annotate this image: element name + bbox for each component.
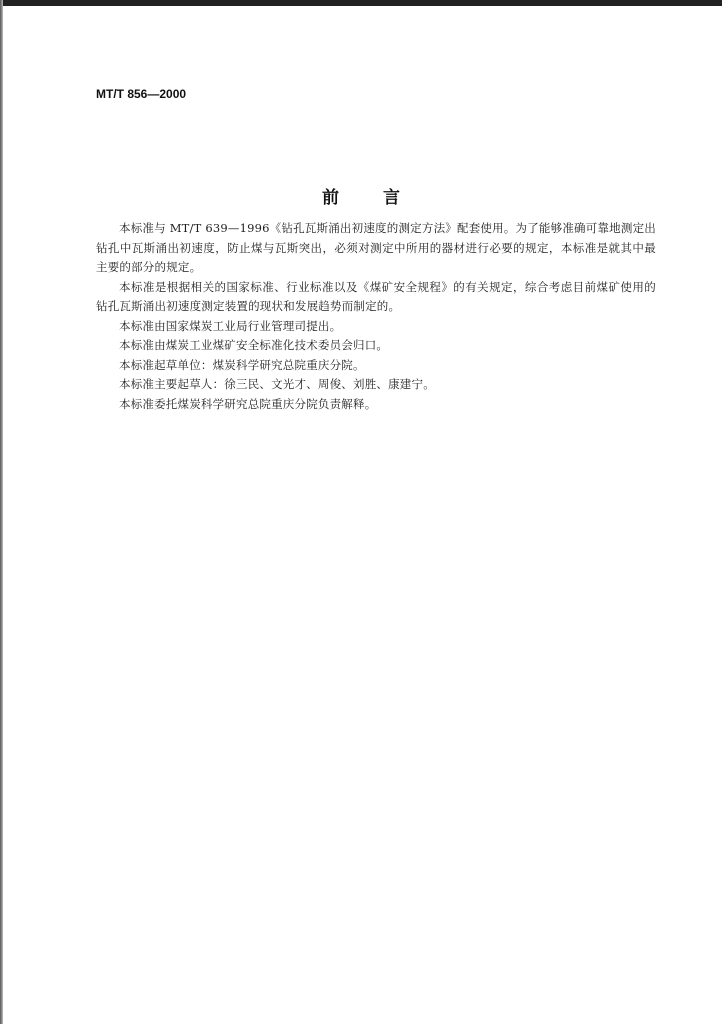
scan-left-edge	[0, 0, 3, 1024]
paragraph: 本标准起草单位：煤炭科学研究总院重庆分院。	[119, 357, 365, 372]
body-text	[96, 219, 656, 414]
paragraph: 本标准是根据相关的国家标准、行业标准以及《煤矿安全规程》的有关规定，综合考虑目前煤矿使用的钻孔瓦斯涌出初速度测定装置的现状和发展趋势而制定的。	[96, 279, 656, 313]
paragraph: 本标准由煤炭工业煤矿安全标准化技术委员会归口。	[119, 338, 389, 352]
section-title: 前言	[322, 188, 444, 208]
document-code: MT/T 856—2000	[96, 87, 187, 101]
paragraph: 本标准与 MT/T 639—1996《钻孔瓦斯涌出初速度的测定方法》配套使用。为了能够准确可靠地测定出钻孔中瓦斯涌出初速度，防止煤与瓦斯突出，必须对测定中所用的器材进行必要的规定，本标准是就其中最主要的部分的规定。	[96, 221, 656, 274]
paragraph: 本标准委托煤炭科学研究总院重庆分院负责解释。	[119, 396, 377, 411]
paragraph: 本标准主要起草人：徐三民、文光才、周俊、刘胜、康建宁。	[119, 377, 435, 391]
scan-top-edge	[0, 0, 722, 6]
paragraph: 本标准由国家煤炭工业局行业管理司提出。	[119, 318, 342, 333]
